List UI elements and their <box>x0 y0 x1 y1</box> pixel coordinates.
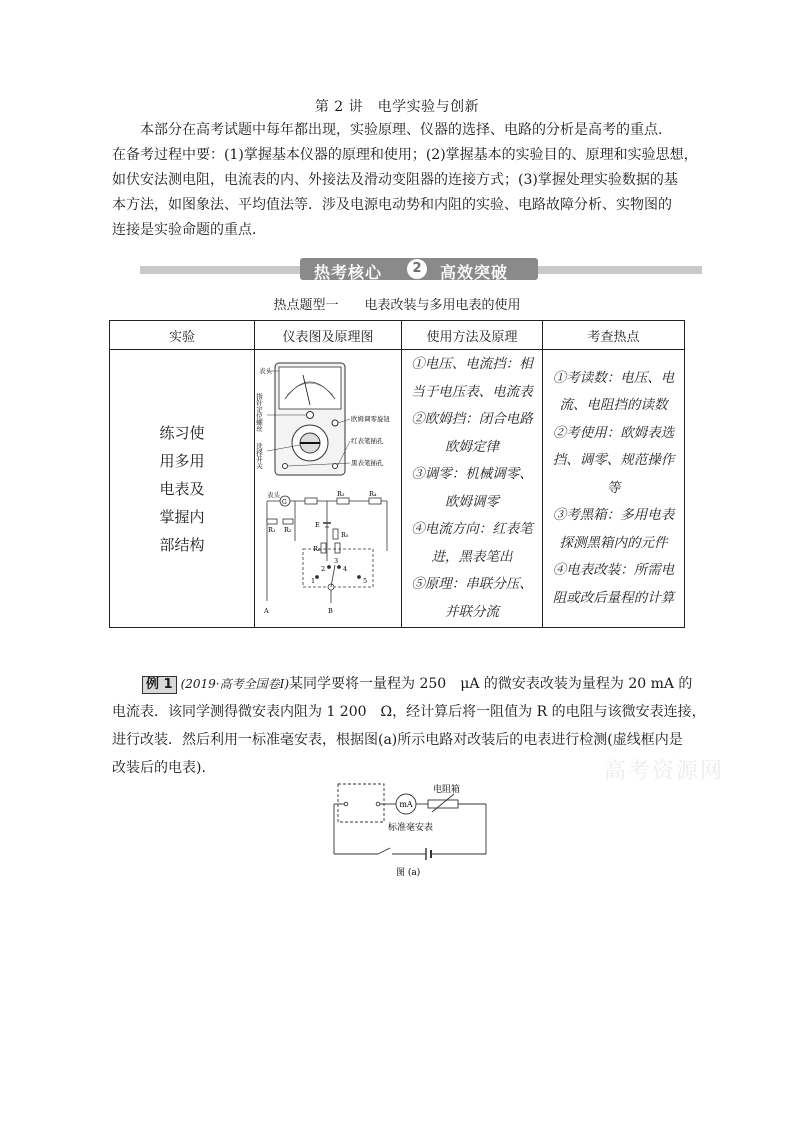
ohm-zero-knob <box>332 420 338 426</box>
example-text: 某同学要将一量程为 250 μA 的微安表改装为量程为 20 mA 的 <box>289 676 693 692</box>
intro-line: 本部分在高考试题中每年都出现，实验原理、仪器的选择、电路的分析是高考的重点. <box>140 122 663 138</box>
zero-screw <box>307 411 314 418</box>
experiment-cell <box>110 350 255 628</box>
table-header: 考查热点 <box>543 321 685 350</box>
example-line: 进行改装．然后利用一标准毫安表，根据图(a)所示电路对改装后的电表进行检测(虚线框内是 <box>112 732 683 748</box>
circuit-label-r4: R₄ <box>369 489 377 498</box>
experiment-line: 用多用 <box>159 451 205 470</box>
internal-circuit <box>267 496 387 603</box>
circuit-label-2: 2 <box>321 564 326 573</box>
section-banner <box>140 258 702 282</box>
circuit-label-e: E <box>315 520 320 529</box>
intro-line: 连接是实验命题的重点． <box>112 222 266 238</box>
hotspot-line: 流、电阻挡的读数 <box>559 397 668 414</box>
example-line: 改装后的电表)． <box>112 760 216 776</box>
circuit-figure-a <box>320 778 500 878</box>
method-line: 欧姆调零 <box>445 493 499 510</box>
circuit-label-r2: R₂ <box>284 525 292 534</box>
method-line: ②欧姆挡：闭合电路 <box>411 411 533 427</box>
label-ohm-zero: 欧姆调零旋钮 <box>351 414 390 423</box>
probe-jack <box>283 463 288 468</box>
hotspot-cell <box>543 350 685 628</box>
standard-meter-label: 标准毫安表 <box>388 823 434 833</box>
hotspot-line: 等 <box>606 479 621 496</box>
table-row <box>110 350 685 628</box>
figure-a-caption: 图 (a) <box>396 868 421 878</box>
circuit-label-r3: R₃ <box>337 489 345 498</box>
intro-line: 在备考过程中要：(1)掌握基本仪器的原理和使用；(2)掌握基本的实验目的、原理和实验思想， <box>112 147 698 163</box>
method-line: 欧姆定律 <box>445 438 499 455</box>
circuit-a-svg <box>320 778 500 878</box>
table-header-row <box>110 321 685 350</box>
hotspot-line: 阻或改后量程的计算 <box>552 589 675 606</box>
circuit-label-4: 4 <box>343 564 348 573</box>
circuit-label-g: G <box>282 498 287 506</box>
method-line: ③调零：机械调零、 <box>411 466 533 482</box>
table-header: 实验 <box>110 321 255 350</box>
example-badge: 例 1 <box>142 676 177 694</box>
hotspot-line: ②考使用：欧姆表选 <box>552 424 675 441</box>
meter-dial <box>279 367 341 409</box>
label-red-jack: 红表笔插孔 <box>351 436 384 445</box>
meter-figure-cell <box>255 350 402 628</box>
banner-pill <box>300 258 538 280</box>
circuit-label-1: 1 <box>311 576 316 585</box>
circuit-label-3: 3 <box>334 556 339 565</box>
probe-jack <box>333 463 338 468</box>
circuit-label-meter-head: 表头 <box>267 490 280 499</box>
circuit-label-a: A <box>264 606 269 615</box>
resistor-box-label: 电阻箱 <box>433 785 461 795</box>
hotspot-line: ④电表改装：所需电 <box>552 562 675 579</box>
hotspot-line: ③考黑箱：多用电表 <box>552 507 675 524</box>
hotspot-line: ①考读数：电压、电 <box>552 369 675 386</box>
method-line: 当于电压表、电流表 <box>411 383 533 400</box>
lesson-title: 第 2 讲 电学实验与创新 <box>314 99 480 115</box>
banner-number: 2 <box>407 259 427 279</box>
circuit-label-r6: R₆ <box>313 544 321 553</box>
multimeter-figure <box>255 351 401 623</box>
method-line: 进，黑表笔出 <box>431 548 513 565</box>
experiment-line: 部结构 <box>159 535 205 554</box>
experiment-line: 练习使 <box>159 423 205 442</box>
banner-right-text: 高效突破 <box>440 263 509 282</box>
circuit-label-r5: R₅ <box>341 530 349 539</box>
method-line: ④电流方向：红表笔 <box>411 521 533 537</box>
banner-left-text: 热考核心 <box>314 263 383 282</box>
watermark-text: 高考资源网 <box>604 759 725 784</box>
circuit-label-5: 5 <box>363 576 368 585</box>
intro-line: 本方法，如图象法、平均值法等．涉及电源电动势和内阻的实验、电路故障分析、实物图的 <box>112 197 672 213</box>
example-source: (2019·高考全国卷Ⅰ) <box>180 677 290 691</box>
experiment-line: 电表及 <box>159 479 205 498</box>
table-header: 仪表图及原理图 <box>255 321 402 350</box>
label-selector-switch: 选择开关 <box>255 442 263 469</box>
example-line: 电流表．该同学测得微安表内阻为 1 200 Ω，经计算后将一阻值为 R 的电阻与该微安表连接， <box>112 704 706 720</box>
intro-paragraph <box>112 118 698 243</box>
experiment-line: 掌握内 <box>159 507 205 526</box>
method-line: ⑤原理：串联分压、 <box>411 576 533 592</box>
section-title: 热点题型一 电表改装与多用电表的使用 <box>273 298 521 313</box>
hotspot-line: 探测黑箱内的元件 <box>559 534 668 551</box>
method-line: 并联分流 <box>445 603 499 620</box>
example-problem <box>112 670 706 782</box>
label-black-jack: 黑表笔插孔 <box>351 458 384 467</box>
example-line <box>112 670 693 698</box>
ma-meter-symbol: mA <box>399 800 413 809</box>
hotspot-line: 挡、调零、规范操作 <box>552 452 675 469</box>
circuit-label-b: B <box>328 606 333 615</box>
label-meter-head: 表头 <box>259 366 272 375</box>
method-line: ①电压、电流挡：相 <box>411 356 533 372</box>
intro-line: 如伏安法测电阻，电流表的内、外接法及滑动变阻器的连接方式；(3)掌握处理实验数据的基 <box>112 172 678 188</box>
experiment-table <box>109 320 685 628</box>
label-zero-screw: 指针定位螺丝 <box>255 392 263 432</box>
table-header: 使用方法及原理 <box>402 321 543 350</box>
method-cell <box>402 350 543 628</box>
circuit-label-r1: R₁ <box>268 525 276 534</box>
